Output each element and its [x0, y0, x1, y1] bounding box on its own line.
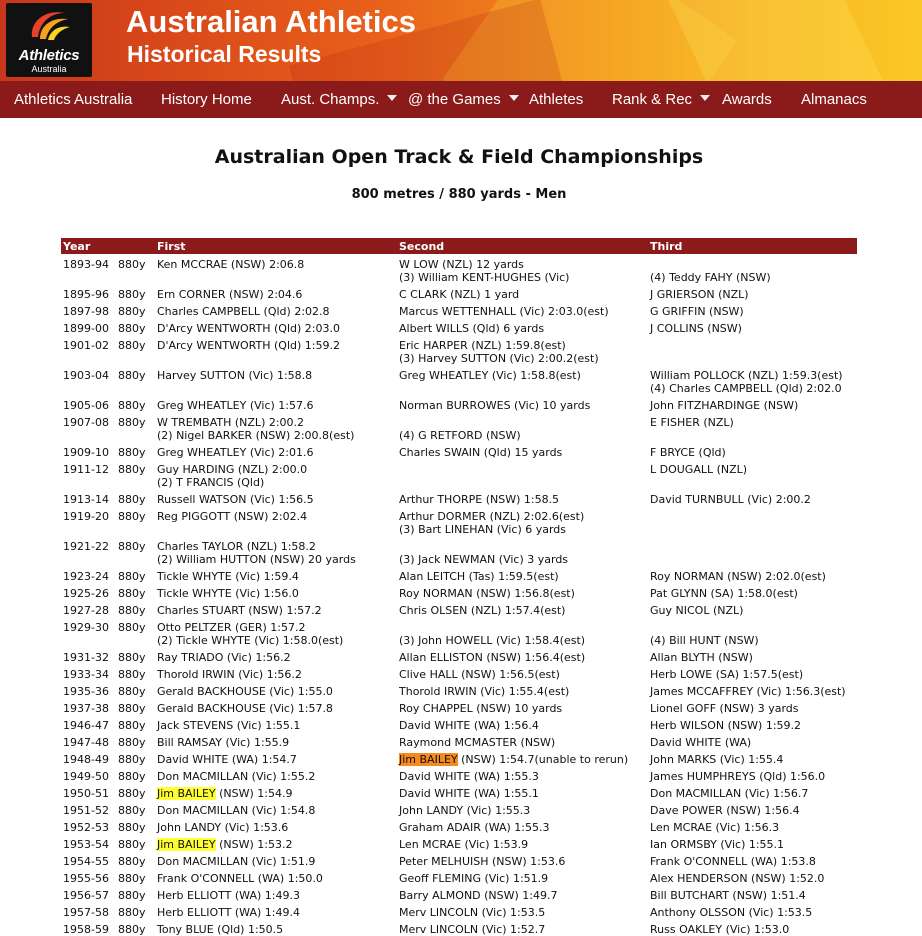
- result-entry: Norman BURROWES (Vic) 10 yards: [399, 399, 591, 412]
- result-entry: David WHITE (WA): [650, 736, 752, 749]
- header-first: First: [157, 240, 186, 253]
- row-distance: 880y: [118, 753, 146, 766]
- row-distance: 880y: [118, 702, 146, 715]
- logo-subtext: Australia: [31, 64, 67, 74]
- row-year: 1958-59: [63, 923, 109, 936]
- result-entry: Charles TAYLOR (NZL) 1:58.2: [157, 540, 316, 553]
- row-year: 1952-53: [63, 821, 109, 834]
- site-subtitle: Historical Results: [127, 41, 322, 67]
- row-year: 1893-94: [63, 258, 109, 271]
- result-entry: Roy NORMAN (NSW) 2:02.0(est): [650, 570, 826, 583]
- result-entry: David WHITE (WA) 1:54.7: [157, 753, 297, 766]
- result-entry: Thorold IRWIN (Vic) 1:56.2: [157, 668, 302, 681]
- result-entry: David WHITE (WA) 1:55.1: [399, 787, 539, 800]
- result-entry: Tickle WHYTE (Vic) 1:59.4: [157, 570, 299, 583]
- result-detail: (NSW) 1:53.2: [215, 838, 293, 851]
- result-entry: Barry ALMOND (NSW) 1:49.7: [399, 889, 558, 902]
- row-distance: 880y: [118, 463, 146, 476]
- result-entry: [157, 838, 293, 851]
- result-entry: Gerald BACKHOUSE (Vic) 1:57.8: [157, 702, 333, 715]
- highlighted-athlete-name[interactable]: Jim BAILEY: [157, 787, 216, 800]
- result-entry: Herb WILSON (NSW) 1:59.2: [650, 719, 802, 732]
- result-entry: Ray TRIADO (Vic) 1:56.2: [157, 651, 291, 664]
- result-entry: David WHITE (WA) 1:56.4: [399, 719, 539, 732]
- row-distance: 880y: [118, 923, 146, 936]
- athletics-australia-logo[interactable]: [6, 3, 92, 77]
- nav-label: @ the Games: [408, 91, 501, 108]
- result-entry: Herb ELLIOTT (WA) 1:49.4: [157, 906, 300, 919]
- result-entry: Raymond MCMASTER (NSW): [399, 736, 556, 749]
- row-year: 1954-55: [63, 855, 109, 868]
- row-year: 1903-04: [63, 369, 109, 382]
- result-entry: G GRIFFIN (NSW): [650, 305, 744, 318]
- result-entry: (4) G RETFORD (NSW): [399, 429, 521, 442]
- results-table-header: [61, 238, 857, 254]
- result-entry: Herb ELLIOTT (WA) 1:49.3: [157, 889, 300, 902]
- page-title: Australian Open Track & Field Championships: [214, 146, 704, 168]
- row-year: 1897-98: [63, 305, 109, 318]
- row-year: 1949-50: [63, 770, 109, 783]
- nav-label: Athletes: [529, 91, 584, 108]
- result-entry: Alan LEITCH (Tas) 1:59.5(est): [399, 570, 559, 583]
- result-entry: Ian ORMSBY (Vic) 1:55.1: [650, 838, 785, 851]
- row-year: 1946-47: [63, 719, 109, 732]
- row-year: 1901-02: [63, 339, 109, 352]
- result-entry: Geoff FLEMING (Vic) 1:51.9: [399, 872, 549, 885]
- row-year: 1935-36: [63, 685, 109, 698]
- row-distance: 880y: [118, 651, 146, 664]
- result-detail: (NSW) 1:54.7(unable to rerun): [457, 753, 629, 766]
- result-entry: Russ OAKLEY (Vic) 1:53.0: [650, 923, 790, 936]
- row-distance: 880y: [118, 906, 146, 919]
- logo-text: Athletics: [18, 47, 80, 64]
- result-entry: Pat GLYNN (SA) 1:58.0(est): [650, 587, 798, 600]
- row-year: 1923-24: [63, 570, 109, 583]
- chevron-down-icon: [700, 95, 710, 101]
- result-entry: Arthur THORPE (NSW) 1:58.5: [399, 493, 560, 506]
- result-entry: Roy NORMAN (NSW) 1:56.8(est): [399, 587, 575, 600]
- result-entry: Merv LINCOLN (Vic) 1:53.5: [399, 906, 546, 919]
- result-entry: J GRIERSON (NZL): [650, 288, 749, 301]
- result-entry: Anthony OLSSON (Vic) 1:53.5: [650, 906, 813, 919]
- result-entry: James MCCAFFREY (Vic) 1:56.3(est): [650, 685, 846, 698]
- row-distance: 880y: [118, 821, 146, 834]
- result-entry: John FITZHARDINGE (NSW): [650, 399, 799, 412]
- result-entry: Charles SWAIN (Qld) 15 yards: [399, 446, 563, 459]
- site-title: Australian Athletics: [126, 4, 416, 39]
- result-entry: (2) William HUTTON (NSW) 20 yards: [157, 553, 356, 566]
- row-year: 1948-49: [63, 753, 109, 766]
- result-entry: Tickle WHYTE (Vic) 1:56.0: [157, 587, 299, 600]
- row-year: 1951-52: [63, 804, 109, 817]
- result-entry: [157, 787, 293, 800]
- result-entry: (3) Bart LINEHAN (Vic) 6 yards: [399, 523, 567, 536]
- result-entry: Reg PIGGOTT (NSW) 2:02.4: [157, 510, 308, 523]
- row-distance: 880y: [118, 685, 146, 698]
- nav-label: Rank & Rec: [612, 91, 693, 108]
- nav-label: Awards: [722, 91, 772, 108]
- result-entry: Jack STEVENS (Vic) 1:55.1: [157, 719, 301, 732]
- result-entry: W TREMBATH (NZL) 2:00.2: [157, 416, 305, 429]
- result-entry: Dave POWER (NSW) 1:56.4: [650, 804, 800, 817]
- result-entry: Ken MCCRAE (NSW) 2:06.8: [157, 258, 305, 271]
- result-entry: Guy HARDING (NZL) 2:00.0: [157, 463, 308, 476]
- result-entry: Greg WHEATLEY (Vic) 1:58.8(est): [399, 369, 581, 382]
- result-entry: Eric HARPER (NZL) 1:59.8(est): [399, 339, 566, 352]
- result-entry: Marcus WETTENHALL (Vic) 2:03.0(est): [399, 305, 609, 318]
- result-entry: William POLLOCK (NZL) 1:59.3(est): [650, 369, 843, 382]
- row-distance: 880y: [118, 889, 146, 902]
- row-distance: 880y: [118, 446, 146, 459]
- row-distance: 880y: [118, 770, 146, 783]
- result-entry: Ern CORNER (NSW) 2:04.6: [157, 288, 303, 301]
- row-distance: 880y: [118, 493, 146, 506]
- nav-label: Almanacs: [801, 91, 867, 108]
- header-third: Third: [650, 240, 683, 253]
- row-year: 1937-38: [63, 702, 109, 715]
- row-distance: 880y: [118, 510, 146, 523]
- row-year: 1905-06: [63, 399, 109, 412]
- result-entry: Frank O'CONNELL (WA) 1:53.8: [650, 855, 816, 868]
- row-year: 1913-14: [63, 493, 109, 506]
- result-entry: (3) Jack NEWMAN (Vic) 3 yards: [399, 553, 569, 566]
- result-entry: Lionel GOFF (NSW) 3 yards: [650, 702, 799, 715]
- row-distance: 880y: [118, 668, 146, 681]
- result-entry: Otto PELTZER (GER) 1:57.2: [157, 621, 306, 634]
- row-distance: 880y: [118, 604, 146, 617]
- row-year: 1956-57: [63, 889, 109, 902]
- result-entry: David WHITE (WA) 1:55.3: [399, 770, 539, 783]
- result-entry: John LANDY (Vic) 1:55.3: [399, 804, 531, 817]
- result-entry: Chris OLSEN (NZL) 1:57.4(est): [399, 604, 566, 617]
- header-second: Second: [399, 240, 445, 253]
- row-distance: 880y: [118, 736, 146, 749]
- result-entry: Thorold IRWIN (Vic) 1:55.4(est): [399, 685, 570, 698]
- result-entry: Herb LOWE (SA) 1:57.5(est): [650, 668, 804, 681]
- result-entry: Allan ELLISTON (NSW) 1:56.4(est): [399, 651, 586, 664]
- row-distance: 880y: [118, 787, 146, 800]
- result-entry: Don MACMILLAN (Vic) 1:54.8: [157, 804, 316, 817]
- header-year: Year: [63, 240, 91, 253]
- highlighted-athlete-name[interactable]: Jim BAILEY: [399, 753, 458, 766]
- result-entry: Russell WATSON (Vic) 1:56.5: [157, 493, 314, 506]
- row-year: 1919-20: [63, 510, 109, 523]
- result-entry: (2) Tickle WHYTE (Vic) 1:58.0(est): [157, 634, 344, 647]
- result-entry: [399, 753, 628, 766]
- row-year: 1957-58: [63, 906, 109, 919]
- result-entry: Don MACMILLAN (Vic) 1:55.2: [157, 770, 316, 783]
- logo-swoosh-icon: [26, 7, 72, 45]
- result-entry: Bill BUTCHART (NSW) 1:51.4: [650, 889, 806, 902]
- chevron-down-icon: [387, 95, 397, 101]
- result-entry: Clive HALL (NSW) 1:56.5(est): [399, 668, 560, 681]
- row-year: 1925-26: [63, 587, 109, 600]
- row-year: 1953-54: [63, 838, 109, 851]
- row-year: 1909-10: [63, 446, 109, 459]
- result-entry: Frank O'CONNELL (WA) 1:50.0: [157, 872, 323, 885]
- row-year: 1911-12: [63, 463, 109, 476]
- nav-almanacs[interactable]: [801, 81, 867, 118]
- highlighted-athlete-name[interactable]: Jim BAILEY: [157, 838, 216, 851]
- result-entry: (4) Charles CAMPBELL (Qld) 2:02.0: [650, 382, 842, 395]
- result-entry: D'Arcy WENTWORTH (Qld) 1:59.2: [157, 339, 340, 352]
- result-entry: (3) John HOWELL (Vic) 1:58.4(est): [399, 634, 586, 647]
- row-distance: 880y: [118, 322, 146, 335]
- result-entry: Bill RAMSAY (Vic) 1:55.9: [157, 736, 290, 749]
- row-year: 1955-56: [63, 872, 109, 885]
- nav-label: Athletics Australia: [14, 91, 133, 108]
- row-distance: 880y: [118, 369, 146, 382]
- row-distance: 880y: [118, 288, 146, 301]
- row-distance: 880y: [118, 305, 146, 318]
- result-entry: Harvey SUTTON (Vic) 1:58.8: [157, 369, 313, 382]
- result-entry: Don MACMILLAN (Vic) 1:51.9: [157, 855, 316, 868]
- result-entry: Guy NICOL (NZL): [650, 604, 744, 617]
- row-distance: 880y: [118, 258, 146, 271]
- result-entry: Roy CHAPPEL (NSW) 10 yards: [399, 702, 563, 715]
- row-year: 1947-48: [63, 736, 109, 749]
- result-entry: James HUMPHREYS (Qld) 1:56.0: [650, 770, 826, 783]
- row-distance: 880y: [118, 838, 146, 851]
- result-entry: (2) T FRANCIS (Qld): [157, 476, 265, 489]
- row-distance: 880y: [118, 540, 146, 553]
- nav-athletics-australia[interactable]: [14, 81, 132, 118]
- result-entry: Don MACMILLAN (Vic) 1:56.7: [650, 787, 809, 800]
- nav-aust-champs[interactable]: [281, 81, 397, 118]
- result-entry: J COLLINS (NSW): [650, 322, 742, 335]
- header-banner: [0, 0, 922, 81]
- row-distance: 880y: [118, 719, 146, 732]
- nav-label: Aust. Champs.: [281, 91, 380, 108]
- result-entry: Graham ADAIR (WA) 1:55.3: [399, 821, 550, 834]
- result-entry: Gerald BACKHOUSE (Vic) 1:55.0: [157, 685, 333, 698]
- result-entry: C CLARK (NZL) 1 yard: [399, 288, 520, 301]
- result-entry: F BRYCE (Qld): [650, 446, 726, 459]
- row-distance: 880y: [118, 621, 146, 634]
- row-year: 1929-30: [63, 621, 109, 634]
- result-entry: John MARKS (Vic) 1:55.4: [650, 753, 784, 766]
- result-entry: Peter MELHUISH (NSW) 1:53.6: [399, 855, 566, 868]
- row-year: 1931-32: [63, 651, 109, 664]
- event-title: 800 metres / 880 yards - Men: [351, 187, 567, 202]
- result-entry: W LOW (NZL) 12 yards: [399, 258, 524, 271]
- result-entry: Alex HENDERSON (NSW) 1:52.0: [650, 872, 825, 885]
- result-entry: (3) William KENT-HUGHES (Vic): [399, 271, 570, 284]
- result-entry: Charles CAMPBELL (Qld) 2:02.8: [157, 305, 330, 318]
- result-entry: Len MCRAE (Vic) 1:53.9: [399, 838, 529, 851]
- result-entry: (4) Bill HUNT (NSW): [650, 634, 759, 647]
- row-distance: 880y: [118, 416, 146, 429]
- row-distance: 880y: [118, 587, 146, 600]
- result-entry: Merv LINCOLN (Vic) 1:52.7: [399, 923, 546, 936]
- result-entry: Albert WILLS (Qld) 6 yards: [399, 322, 545, 335]
- result-entry: L DOUGALL (NZL): [650, 463, 748, 476]
- result-entry: Greg WHEATLEY (Vic) 1:57.6: [157, 399, 314, 412]
- result-entry: Tony BLUE (Qld) 1:50.5: [157, 923, 284, 936]
- result-entry: (2) Nigel BARKER (NSW) 2:00.8(est): [157, 429, 355, 442]
- result-entry: Len MCRAE (Vic) 1:56.3: [650, 821, 780, 834]
- nav-athletes[interactable]: [529, 81, 583, 118]
- result-entry: Allan BLYTH (NSW): [650, 651, 753, 664]
- row-year: 1933-34: [63, 668, 109, 681]
- result-entry: Arthur DORMER (NZL) 2:02.6(est): [399, 510, 585, 523]
- nav-history-home[interactable]: [161, 81, 252, 118]
- nav-label: History Home: [161, 91, 252, 108]
- main-navigation: [0, 81, 922, 118]
- result-entry: (4) Teddy FAHY (NSW): [650, 271, 771, 284]
- row-distance: 880y: [118, 855, 146, 868]
- row-distance: 880y: [118, 399, 146, 412]
- row-distance: 880y: [118, 872, 146, 885]
- result-detail: (NSW) 1:54.9: [215, 787, 293, 800]
- row-year: 1895-96: [63, 288, 109, 301]
- result-entry: John LANDY (Vic) 1:53.6: [157, 821, 289, 834]
- nav-at-the-games[interactable]: [408, 81, 519, 118]
- row-year: 1927-28: [63, 604, 109, 617]
- row-distance: 880y: [118, 804, 146, 817]
- nav-rank-rec[interactable]: [612, 81, 710, 118]
- row-year: 1907-08: [63, 416, 109, 429]
- result-entry: Charles STUART (NSW) 1:57.2: [157, 604, 322, 617]
- result-entry: David TURNBULL (Vic) 2:00.2: [650, 493, 811, 506]
- result-entry: D'Arcy WENTWORTH (Qld) 2:03.0: [157, 322, 340, 335]
- row-year: 1950-51: [63, 787, 109, 800]
- result-entry: (3) Harvey SUTTON (Vic) 2:00.2(est): [399, 352, 599, 365]
- row-distance: 880y: [118, 570, 146, 583]
- row-year: 1921-22: [63, 540, 109, 553]
- row-year: 1899-00: [63, 322, 109, 335]
- nav-awards[interactable]: [722, 81, 772, 118]
- row-distance: 880y: [118, 339, 146, 352]
- result-entry: E FISHER (NZL): [650, 416, 734, 429]
- chevron-down-icon: [509, 95, 519, 101]
- result-entry: Greg WHEATLEY (Vic) 2:01.6: [157, 446, 314, 459]
